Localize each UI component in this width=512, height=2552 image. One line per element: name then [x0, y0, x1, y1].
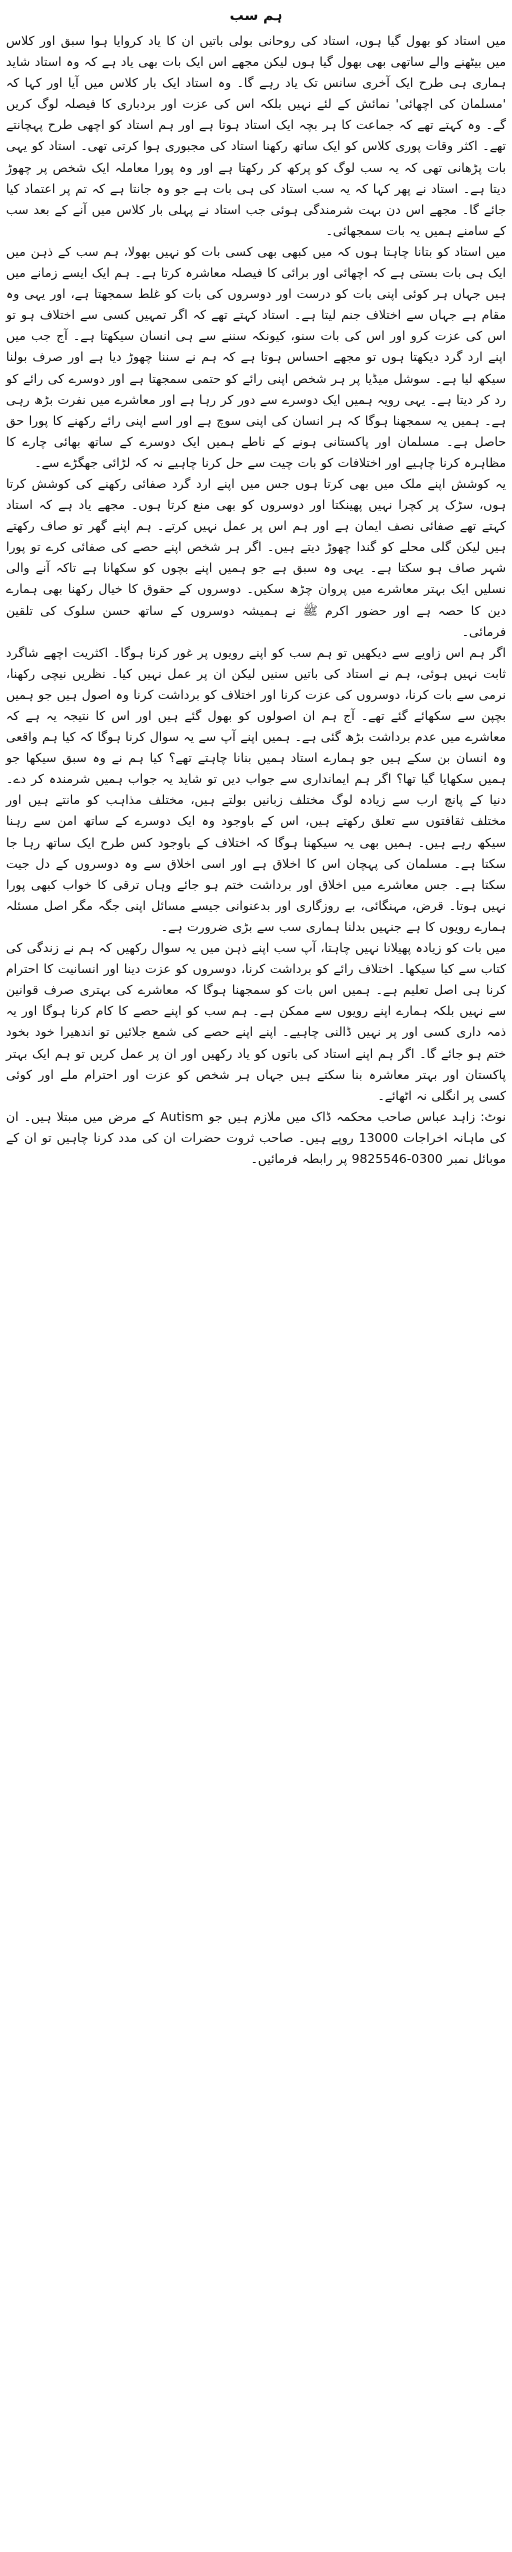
- article-footnote: نوٹ: زاہد عباس صاحب محکمہ ڈاک میں ملازم ہیں جو Autism کے مرض میں مبتلا ہیں۔ ان کی ماہانہ اخراجات 13000 روپے ہیں۔ صاحب ثروت حضرات ان کی مدد کرنا چاہیں تو ان کے موبائل نمبر 0300-9825546 پر رابطہ فرمائیں۔: [6, 1108, 507, 1166]
- article-paragraph: میں استاد کو بتانا چاہتا ہوں کہ میں کبھی بھی کسی بات کو نہیں بھولا، ہم سب کے ذہن میں ایک ہی بات بستی ہے کہ اچھائی اور برائی کا فیصلہ معاشرہ کرتا ہے۔ ہم ایک ایسے زمانے میں ہیں جہاں ہر کوئی اپنی بات کو درست اور دوسروں کی بات کو غلط سمجھتا ہے، اور یہی وہ مقام ہے جہاں سے اختلاف جنم لیتا ہے۔ استاد کہتے تھے کہ اگر تمہیں کسی سے اختلاف ہو تو اس کی عزت کرو اور اس کی بات سنو، کیونکہ سننے سے ہی انسان سیکھتا ہے۔ آج جب میں اپنے ارد گرد دیکھتا ہوں تو مجھے احساس ہوتا ہے کہ ہم نے سننا چھوڑ دیا ہے اور صرف بولنا سیکھ لیا ہے۔ سوشل میڈیا پر ہر شخص اپنی رائے کو حتمی سمجھتا ہے اور دوسرے کی رائے کو رد کر دیتا ہے۔ یہی رویہ ہمیں ایک دوسرے سے دور کر رہا ہے اور معاشرے میں نفرت بڑھ رہی ہے۔ ہمیں یہ سمجھنا ہوگا کہ ہر انسان کی اپنی سوچ ہے اور اسے اپنی رائے رکھنے کا پورا حق حاصل ہے۔ مسلمان اور پاکستانی ہونے کے ناطے ہمیں ایک دوسرے کے ساتھ بھائی چارے کا مظاہرہ کرنا چاہیے اور اختلافات کو بات چیت سے حل کرنا چاہیے نہ کہ لڑائی جھگڑے سے۔: [6, 243, 506, 470]
- article-paragraph: اگر ہم اس زاویے سے دیکھیں تو ہم سب کو اپنے رویوں پر غور کرنا ہوگا۔ اکثریت اچھے شاگرد ثابت نہیں ہوئی، ہم نے استاد کی باتیں سنیں لیکن ان پر عمل نہیں کیا۔ نظریں نیچی رکھنا، نرمی سے بات کرنا، دوسروں کی عزت کرنا اور اختلاف کو برداشت کرنا وہ اصول ہیں جو ہمیں بچپن سے سکھائے گئے تھے۔ آج ہم ان اصولوں کو بھول گئے ہیں اور اس کا نتیجہ یہ ہے کہ معاشرے میں عدم برداشت بڑھ گئی ہے۔ ہمیں اپنے آپ سے یہ سوال کرنا ہوگا کہ کیا ہم واقعی وہ انسان بن سکے ہیں جو ہمارے استاد ہمیں بنانا چاہتے تھے؟ کیا ہم نے وہ سبق سیکھا جو ہمیں سکھایا گیا تھا؟ اگر ہم ایمانداری سے جواب دیں تو شاید یہ جواب ہمیں شرمندہ کر دے۔ دنیا کے پانچ ارب سے زیادہ لوگ مختلف زبانیں بولتے ہیں، مختلف مذاہب کو مانتے ہیں اور مختلف ثقافتوں سے تعلق رکھتے ہیں، اس کے باوجود وہ ایک دوسرے کے ساتھ امن سے رہنا سیکھ رہے ہیں۔ ہمیں بھی یہ سیکھنا ہوگا کہ اختلاف کے باوجود کس طرح ایک ساتھ رہا جا سکتا ہے۔ مسلمان کی پہچان اس کا اخلاق ہے اور اسی اخلاق سے وہ دوسروں کے دل جیت سکتا ہے۔ جس معاشرے میں اخلاق اور برداشت ختم ہو جائے وہاں ترقی کا خواب کبھی پورا نہیں ہوتا۔ قرض، مہنگائی، بے روزگاری اور بدعنوانی جیسے مسائل اپنی جگہ مگر اصل مسئلہ ہمارے رویوں کا ہے جنہیں بدلنا ہماری سب سے بڑی ضرورت ہے۔: [6, 644, 506, 934]
- article-paragraph: یہ کوشش اپنے ملک میں بھی کرتا ہوں جس میں اپنے ارد گرد صفائی رکھنے کی کوشش کرتا ہوں، سڑک پر کچرا نہیں پھینکتا اور دوسروں کو بھی منع کرتا ہوں۔ مجھے یاد ہے کہ استاد کہتے تھے صفائی نصف ایمان ہے اور ہم اس پر عمل نہیں کرتے۔ ہم اپنے گھر تو صاف رکھتے ہیں لیکن گلی محلے کو گندا چھوڑ دیتے ہیں۔ اگر ہر شخص اپنے حصے کی صفائی کرے تو پورا شہر صاف ہو سکتا ہے۔ یہی وہ سبق ہے جو ہمیں اپنے بچوں کو سکھانا ہے تاکہ آنے والی نسلیں ایک بہتر معاشرے میں پروان چڑھ سکیں۔ دوسروں کے حقوق کا خیال رکھنا بھی ہمارے دین کا حصہ ہے اور حضور اکرم ﷺ نے ہمیشہ دوسروں کے ساتھ حسن سلوک کی تلقین فرمائی۔: [6, 475, 506, 639]
- article-paragraph: میں بات کو زیادہ پھیلانا نہیں چاہتا، آپ سب اپنے ذہن میں یہ سوال رکھیں کہ ہم نے زندگی کی کتاب سے کیا سیکھا۔ اختلاف رائے کو برداشت کرنا، دوسروں کو عزت دینا اور انسانیت کا احترام کرنا ہی اصل تعلیم ہے۔ ہمیں اس بات کو سمجھنا ہوگا کہ معاشرے کی بہتری صرف قوانین سے نہیں بلکہ ہمارے اپنے رویوں سے ممکن ہے۔ ہم سب کو اپنے حصے کا کام کرنا ہوگا اور یہ ذمہ داری کسی اور پر نہیں ڈالنی چاہیے۔ اپنے اپنے حصے کی شمع جلائیں تو اندھیرا خود بخود ختم ہو جائے گا۔ اگر ہم اپنے استاد کی باتوں کو یاد رکھیں اور ان پر عمل کریں تو ہم ایک بہتر پاکستان اور بہتر معاشرہ بنا سکتے ہیں جہاں ہر شخص کو عزت اور احترام ملے اور کوئی کسی پر انگلی نہ اٹھائے۔: [6, 940, 506, 1103]
- article-body: [6, 30, 506, 1169]
- article-paragraph: میں استاد کو بھول گیا ہوں، استاد کی روحانی بولی باتیں ان کا یاد کروایا ہوا سبق اور کلاس میں بیٹھنے والے ساتھی بھی بھول گیا ہوں لیکن مجھے اس ایک بات بھی یاد ہے کہ وہ استاد شاید ہماری ہی طرح ایک آخری سانس تک یاد رہے گا۔ وہ استاد ایک بار کلاس میں آیا اور کہا کہ 'مسلمان کی اچھائی' نمائش کے لئے نہیں بلکہ اس کی عزت اور بردباری کا فیصلہ لوگ کریں گے۔ وہ کہتے تھے کہ جماعت کا ہر بچہ ایک استاد ہوتا ہے اور ہم استاد کو اچھی طرح پہچانتے تھے۔ اکثر وقات پوری کلاس کو ایک ساتھ رکھنا استاد کی مجبوری ہوا کرتی تھی۔ استاد کو یہی بات پڑھانی تھی کہ یہ سب لوگ کو پرکھ کر رکھتا ہے اور وہ پورا معاملہ ایک شخص پر چھوڑ دیتا ہے۔ استاد نے پھر کہا کہ یہ سب استاد کی ہی بات ہے جو وہ جانتا ہے کہ تم پر اعتماد کیا جائے گا۔ مجھے اس دن بہت شرمندگی ہوئی جب استاد نے پہلی بار کلاس میں آنے کے بعد سب کے سامنے ہمیں یہ بات سمجھائی۔: [6, 33, 506, 238]
- article-title: ہم سب: [229, 8, 283, 24]
